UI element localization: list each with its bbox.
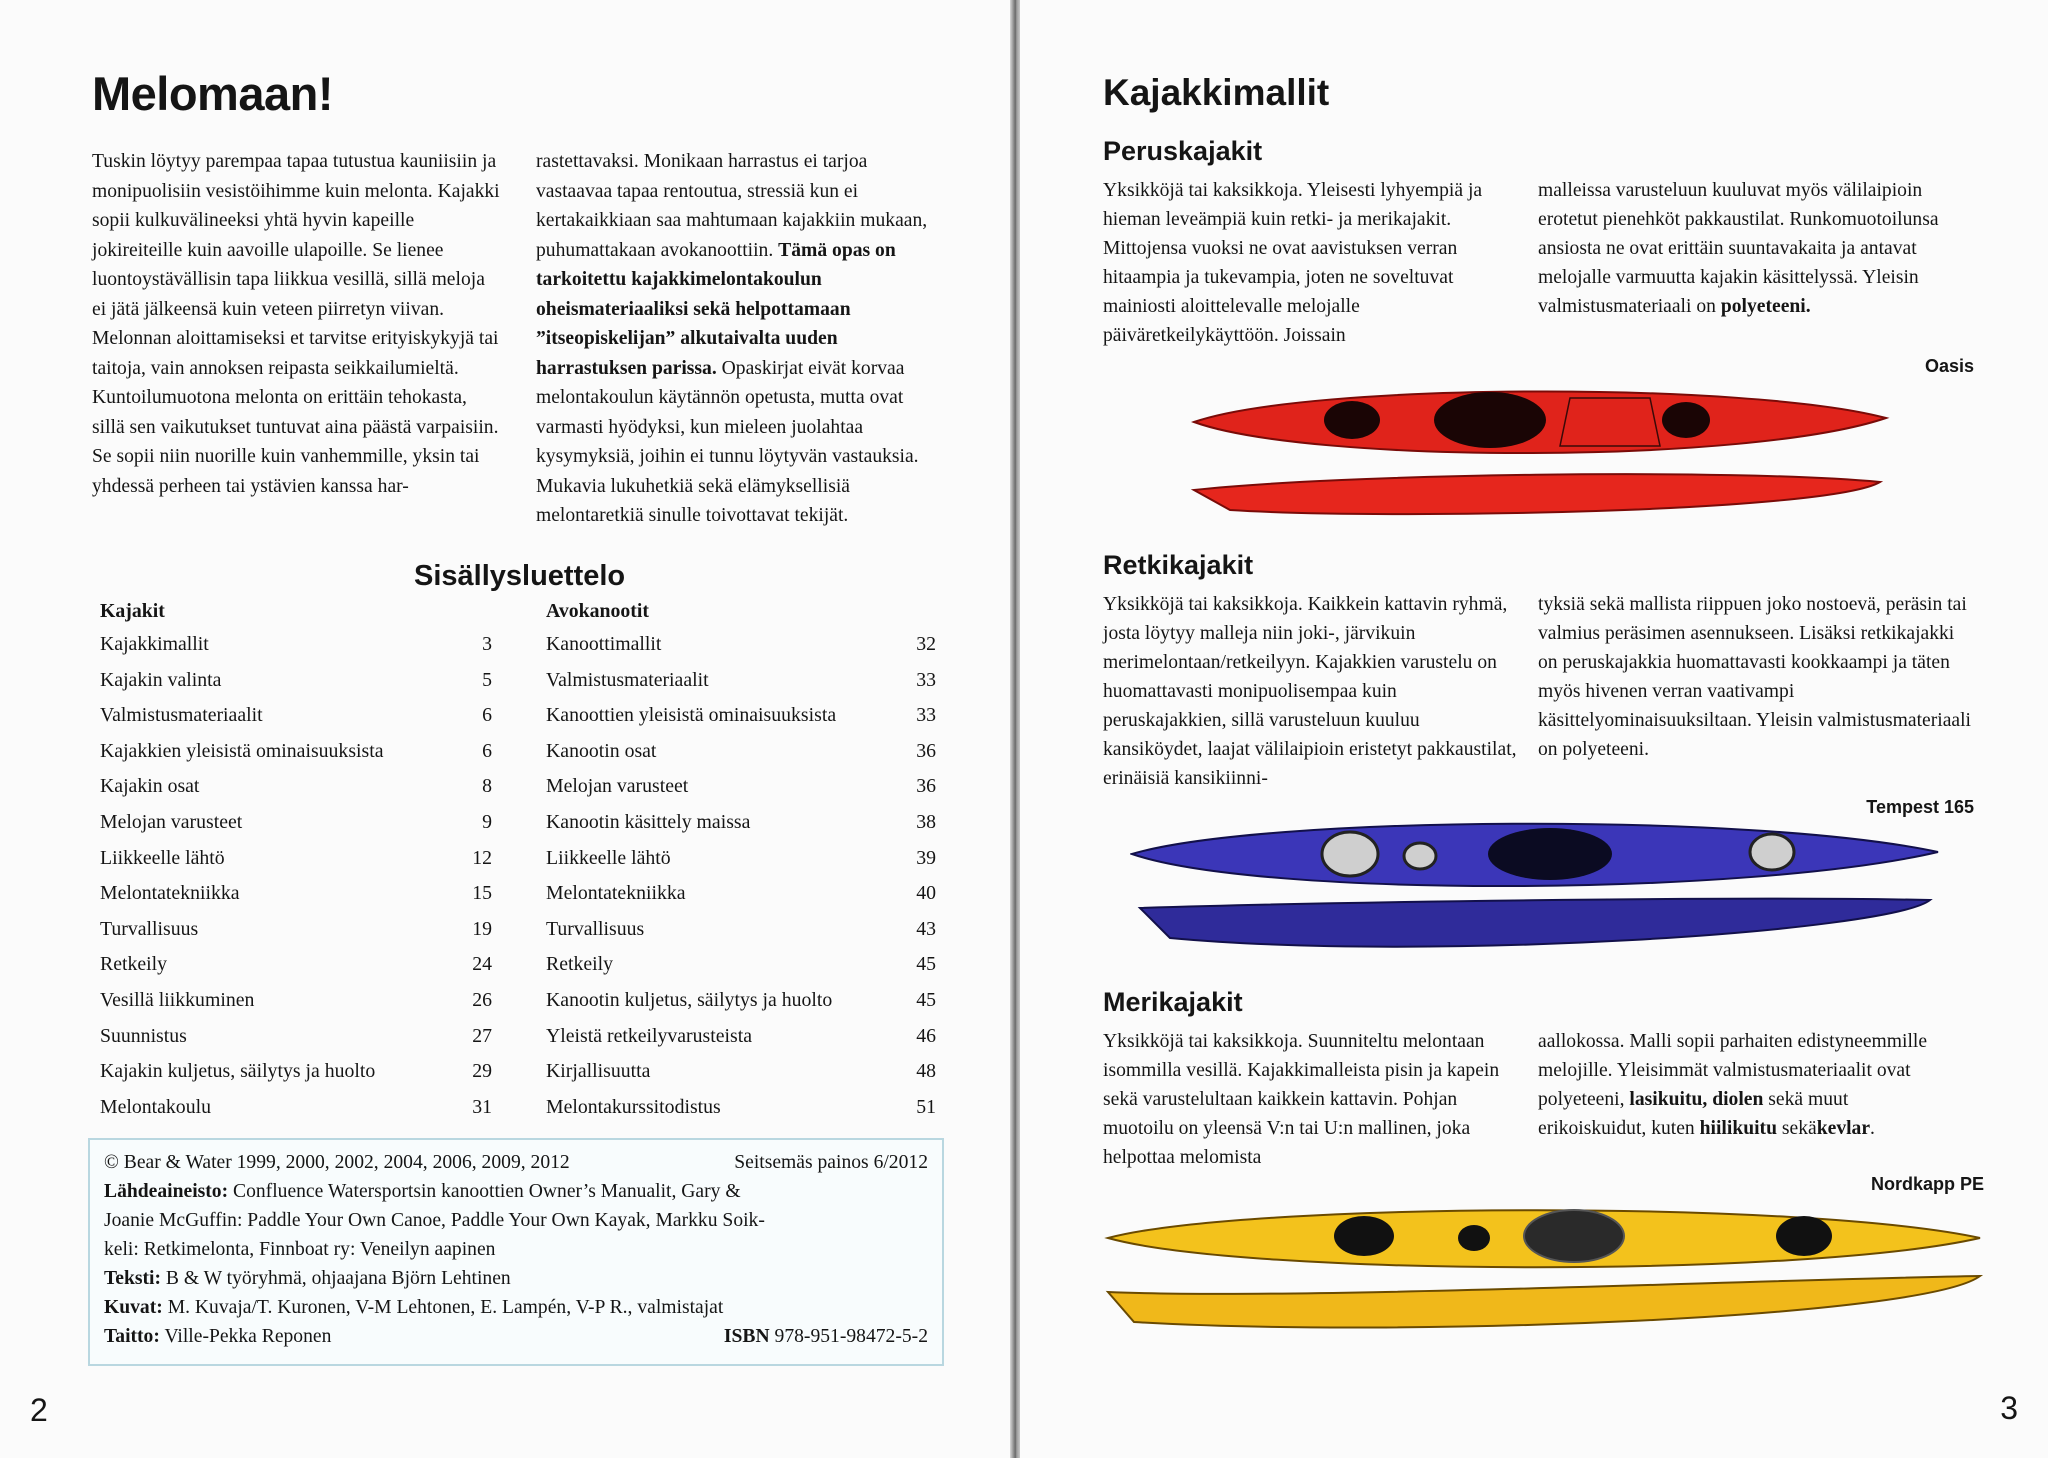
- toc-entry-page: 24: [472, 953, 492, 976]
- kayak-image-nordkapp: [1104, 1196, 1984, 1356]
- section-heading-peruskajakit: Peruskajakit: [1103, 136, 1263, 166]
- hatch-front-icon: [1322, 832, 1378, 876]
- toc-entry-page: 6: [482, 739, 492, 762]
- toc-row: [92, 769, 492, 805]
- toc-row: [538, 663, 936, 699]
- toc-row: [92, 1019, 492, 1055]
- kayak-image-oasis: [1190, 372, 1890, 542]
- page-number-right: 3: [2000, 1390, 2018, 1426]
- toc-row: [538, 698, 936, 734]
- toc-row: [538, 983, 936, 1019]
- toc-row: [92, 983, 492, 1019]
- toc-row: [92, 841, 492, 877]
- intro-text-1: Tuskin löytyy parempaa tapaa tutustua kauniisiin ja monipuolisiin vesistöihimme kuin melonta. Kajakki sopii kulkuvälineeksi yhtä hyvin kapeille jokireiteille kuin aavoille ulapoille. Se lienee luontoystävällisin tapa liikkua vesillä, sillä meloja ei jätä jälkeensä kuin veteen piirretyn viivan. Melonnan aloittamiseksi et tarvitse erityiskykyjä tai taitoja, vain annoksen reipasta seikkailumieltä. Kuntoilumuotona melonta on erittäin tehokasta, sillä sen vaikutukset tuntuvat aina päästä varpaisiin. Se sopii niin nuorille kuin vanhemmille, yksin tai yhdessä perheen tai ystävien kanssa har-: [92, 151, 500, 497]
- toc-entry-page: 36: [916, 739, 936, 762]
- merikajakit-text-2: [1538, 1027, 1958, 1143]
- toc-entry-page: 46: [916, 1024, 936, 1047]
- section-heading-retkikajakit: Retkikajakit: [1103, 550, 1254, 580]
- toc-entry-label: Yleistä retkeilyvarusteista: [546, 1024, 752, 1047]
- toc-entry-page: 32: [916, 633, 936, 655]
- toc-row: [92, 805, 492, 841]
- toc-row: [538, 912, 936, 948]
- toc-entry-page: 48: [916, 1060, 936, 1083]
- hatch-front-icon: [1334, 1216, 1394, 1256]
- toc-row: [538, 627, 936, 663]
- sources-line-2: Joanie McGuffin: Paddle Your Own Canoe, Paddle Your Own Kayak, Markku Soik-: [104, 1210, 765, 1231]
- merikajakit-text-2e: .: [1870, 1118, 1875, 1139]
- toc-kayaks: [92, 595, 492, 1125]
- toc-row: [538, 1019, 936, 1055]
- toc-entry-page: 5: [482, 668, 492, 691]
- toc-entry-label: Kanootin käsittely maissa: [546, 810, 751, 833]
- toc-entry-label: Kajakin kuljetus, säilytys ja huolto: [100, 1060, 376, 1083]
- toc-canoes-heading: Avokanootit: [546, 600, 649, 622]
- toc-row: [92, 876, 492, 912]
- toc-entry-label: Kanoottien yleisistä ominaisuuksista: [546, 704, 837, 727]
- toc-entry-page: 39: [916, 846, 936, 869]
- toc-entry-page: 36: [916, 775, 936, 798]
- page-title: Melomaan!: [92, 67, 333, 120]
- model-label-nordkapp: Nordkapp PE: [1870, 1174, 1984, 1194]
- toc-title: Sisällysluettelo: [414, 560, 626, 592]
- model-label-oasis: Oasis: [1924, 356, 1974, 376]
- material-lasikuitu: lasikuitu,: [1629, 1089, 1708, 1110]
- hatch-rear-icon: [1776, 1216, 1832, 1256]
- cockpit-icon: [1488, 828, 1612, 880]
- isbn-value: 978-951-98472-5-2: [774, 1326, 928, 1347]
- day-hatch-icon: [1458, 1225, 1490, 1251]
- toc-entry-label: Liikkeelle lähtö: [100, 846, 225, 869]
- peruskajakit-text-1: Yksikköjä tai kaksikkoja. Yleisesti lyhyempiä ja hieman leveämpiä kuin retki- ja merikajakit. Mittojensa vuoksi ne ovat aavistuksen verran hitaampia ja tukevampia, joten ne soveltuvat mainiosti aloittelevalle melojalle päiväretkeilykäyttöön. Joissain: [1103, 180, 1483, 346]
- merikajakit-text-2d: sekä: [1781, 1118, 1817, 1139]
- isbn-label: ISBN: [723, 1326, 770, 1347]
- toc-entry-label: Liikkeelle lähtö: [546, 846, 671, 869]
- left-page: [0, 0, 1012, 1458]
- toc-row: [538, 805, 936, 841]
- toc-entry-page: 8: [482, 775, 492, 798]
- layout-label: Taitto:: [104, 1326, 160, 1347]
- material-diolen: diolen: [1712, 1089, 1764, 1110]
- text-label: Teksti:: [104, 1268, 161, 1289]
- layout-value: Ville-Pekka Reponen: [164, 1326, 332, 1347]
- toc-entry-label: Melontakoulu: [100, 1095, 211, 1118]
- toc-entry-page: 33: [916, 668, 936, 691]
- toc-row: [92, 734, 492, 770]
- toc-entry-page: 51: [916, 1095, 936, 1118]
- toc-entry-page: 27: [472, 1024, 492, 1047]
- credits-text: [104, 1264, 928, 1293]
- toc-entry-label: Suunnistus: [100, 1024, 187, 1047]
- credits-copyright-line: [104, 1148, 928, 1177]
- hatch-rear-icon: [1662, 402, 1710, 438]
- peruskajakit-material: polyeteeni.: [1720, 296, 1811, 317]
- toc-row: [538, 734, 936, 770]
- material-kevlar: kevlar: [1816, 1118, 1871, 1139]
- kayak-side-view: [1108, 1276, 1980, 1327]
- cockpit-icon: [1434, 392, 1546, 448]
- toc-entry-label: Turvallisuus: [100, 917, 199, 940]
- toc-entry-label: Kajakin osat: [100, 775, 200, 798]
- toc-row: [538, 1090, 936, 1126]
- toc-entry-page: 19: [472, 917, 492, 940]
- toc-entry-label: Retkeily: [546, 953, 614, 976]
- retkikajakit-text-1: Yksikköjä tai kaksikkoja. Kaikkein kattavin ryhmä, josta löytyy malleja niin joki-, järvikuin merimelontaan/retkeilyyn. Kajakkien varustelu on huomattavasti monipuolisempaa kuin peruskajakkien, sillä varusteluun kuuluu kansiköydet, laajat välilaipioin eristetyt pakkaustilat, erinäisiä kansikiinni-: [1103, 594, 1517, 789]
- kayak-side-view: [1194, 474, 1880, 514]
- merikajakit-text-2c: sekä muut erikoiskuidut, kuten: [1538, 1089, 1849, 1139]
- hatch-rear-icon: [1750, 834, 1794, 870]
- toc-row: [538, 876, 936, 912]
- credits-box: [88, 1138, 944, 1366]
- toc-entry-page: 9: [482, 810, 492, 833]
- toc-entry-page: 26: [472, 988, 492, 1011]
- section-heading-merikajakit: Merikajakit: [1103, 987, 1243, 1017]
- copyright: © Bear & Water 1999, 2000, 2002, 2004, 2006, 2009, 2012: [104, 1152, 570, 1173]
- toc-row: [92, 912, 492, 948]
- credits-photos: [104, 1293, 928, 1322]
- sources-line-3: keli: Retkimelonta, Finnboat ry: Veneilyn aapinen: [104, 1239, 496, 1260]
- toc-kayaks-heading: Kajakit: [100, 600, 165, 622]
- toc-entry-page: 6: [482, 704, 492, 727]
- toc-row: [538, 769, 936, 805]
- toc-entry-label: Melontatekniikka: [546, 882, 686, 905]
- toc-entry-label: Valmistusmateriaalit: [100, 704, 263, 727]
- retkikajakit-text-2: tyksiä sekä mallista riippuen joko nostoevä, peräsin tai valmius peräsimen asennukseen. Lisäksi retkikajakki on peruskajakkia huomattavasti kookkaampi ja täten myös hivenen verran vaativampi käsittelyominaisuuksiltaan. Yleisin valmistusmateriaali on polyeteeni.: [1538, 594, 1971, 760]
- intro-text-2b: Opaskirjat eivät korvaa melontakoulun käytännön opetusta, mutta ovat varmasti hyödyksi, kun mieleen juolahtaa kysymyksiä, joihin ei tunnu löytyvän vastauksia. Mukavia lukuhetkiä sekä elämyksellisiä melontaretkiä sinulle toivottavat tekijät.: [536, 357, 919, 526]
- toc-entry-label: Kanootin kuljetus, säilytys ja huolto: [546, 988, 833, 1011]
- toc-row: [538, 841, 936, 877]
- toc-canoes: [538, 595, 936, 1125]
- toc-row: [92, 947, 492, 983]
- peruskajakit-text-2a: malleissa varusteluun kuuluvat myös välilaipioin erotetut pienehköt pakkaustilat. Runkomuotoilunsa ansiosta ne ovat erittäin suuntavakaita ja antavat melojalle varmuutta kajakin käsittelyssä. Yleisin valmistusmateriaali on: [1538, 180, 1939, 317]
- toc-entry-page: 12: [472, 846, 492, 869]
- toc-row: [538, 947, 936, 983]
- toc-entry-label: Melojan varusteet: [546, 775, 689, 798]
- toc-entry-page: 31: [472, 1095, 492, 1118]
- toc-entry-page: 15: [472, 882, 492, 905]
- text-value: B & W työryhmä, ohjaajana Björn Lehtinen: [165, 1268, 511, 1289]
- credits-isbn: [724, 1322, 928, 1351]
- toc-entry-page: 40: [916, 882, 936, 905]
- photos-value: M. Kuvaja/T. Kuronen, V-M Lehtonen, E. Lampén, V-P R., valmistajat: [167, 1297, 724, 1318]
- toc-entry-page: 33: [916, 704, 936, 727]
- toc-row: [92, 698, 492, 734]
- toc-entry-label: Kanoottimallit: [546, 633, 662, 655]
- intro-column-2: [536, 147, 941, 531]
- toc-entry-page: 29: [472, 1060, 492, 1083]
- toc-entry-label: Melontatekniikka: [100, 882, 240, 905]
- toc-row: [92, 1054, 492, 1090]
- toc-entry-label: Kajakkien yleisistä ominaisuuksista: [100, 739, 384, 762]
- toc-entry-label: Kanootin osat: [546, 739, 657, 762]
- toc-entry-label: Kajakkimallit: [100, 633, 209, 655]
- toc-entry-label: Vesillä liikkuminen: [100, 988, 255, 1011]
- toc-entry-label: Retkeily: [100, 953, 168, 976]
- model-label-tempest: Tempest 165: [1866, 797, 1974, 817]
- intro-text-bold: Tämä opas on tarkoitettu kajakkimelontakoulun oheismateriaaliksi sekä helpottamaan ”itseopiskelijan” alkutaivalta uuden harrastuksen parissa.: [536, 239, 896, 379]
- toc-entry-label: Valmistusmateriaalit: [546, 668, 709, 691]
- toc-entry-label: Melojan varusteet: [100, 810, 243, 833]
- toc-entry-page: 3: [482, 633, 492, 655]
- credits-sources: [104, 1177, 928, 1206]
- credits-layout-line: [104, 1322, 928, 1351]
- page-number-left: 2: [30, 1392, 48, 1428]
- intro-column-1: [92, 147, 502, 501]
- edition: Seitsemäs painos 6/2012: [734, 1152, 928, 1173]
- hatch-front-icon: [1324, 401, 1380, 439]
- credits-layout: [104, 1322, 331, 1351]
- kayak-image-tempest: [1130, 812, 1940, 982]
- toc-row: [92, 627, 492, 663]
- toc-entry-label: Turvallisuus: [546, 917, 645, 940]
- cockpit-icon: [1524, 1210, 1624, 1262]
- merikajakit-text-1: Yksikköjä tai kaksikkoja. Suunniteltu melontaan isommilla vesillä. Kajakkimalleista pisin ja kapein sekä varustelultaan kaikkein kattavin. Pohjan muotoilu on yleensä V:n tai U:n mallinen, joka helpottaa melomista: [1103, 1031, 1500, 1168]
- toc-entry-label: Kirjallisuutta: [546, 1060, 651, 1083]
- sources-label: Lähdeaineisto:: [104, 1181, 229, 1202]
- right-page: [1020, 0, 2048, 1458]
- toc-entry-label: Kajakin valinta: [100, 668, 222, 691]
- intro-text-2a: rastettavaksi. Monikaan harrastus ei tarjoa vastaavaa tapaa rentoutua, stressiä kun ei kertakaikkiaan saa mahtumaan kajakkiin mukaan, puhumattakaan avokanoottiin.: [536, 151, 928, 261]
- toc-row: [92, 1090, 492, 1126]
- kayak-side-view: [1140, 899, 1930, 947]
- photos-label: Kuvat:: [104, 1297, 163, 1318]
- toc-row: [538, 1054, 936, 1090]
- toc-entry-page: 38: [916, 810, 936, 833]
- toc-entry-label: Melontakurssitodistus: [546, 1095, 721, 1118]
- merikajakit-text-2a: aallokossa. Malli sopii parhaiten edistyneemmille melojille. Yleisimmät valmistusmateriaalit ovat polyeteeni,: [1538, 1031, 1928, 1110]
- peruskajakit-text-2: [1538, 176, 1956, 321]
- toc-entry-page: 45: [916, 988, 936, 1011]
- sources-line-1: Confluence Watersportsin kanoottien Owner’s Manualit, Gary &: [233, 1181, 741, 1202]
- toc-row: [92, 663, 492, 699]
- day-hatch-icon: [1404, 843, 1436, 869]
- toc-entry-page: 43: [916, 917, 936, 940]
- toc-entry-page: 45: [916, 953, 936, 976]
- material-hiilikuitu: hiilikuitu: [1699, 1118, 1777, 1139]
- right-page-title: Kajakkimallit: [1103, 72, 1330, 113]
